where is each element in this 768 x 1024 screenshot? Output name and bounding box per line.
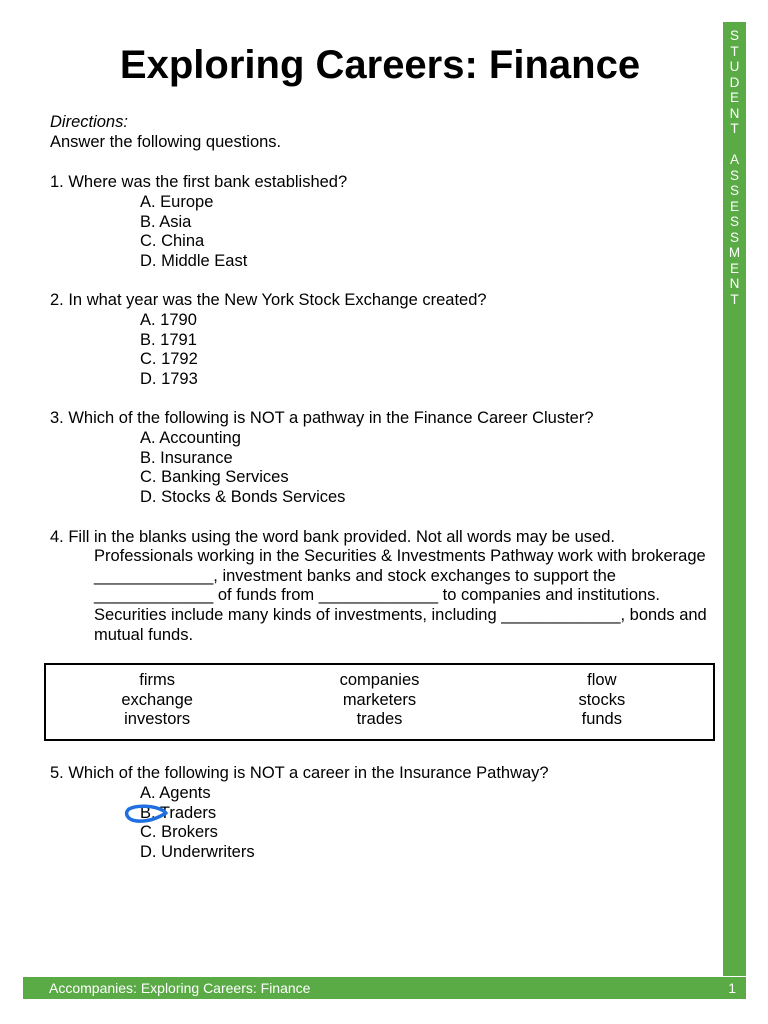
word-bank-item: marketers [342, 690, 417, 709]
question-2-option-d: D. 1793 [140, 370, 198, 389]
footer-bar [23, 977, 746, 999]
page-title: Exploring Careers: Finance [119, 43, 641, 87]
question-1-option-d: D. Middle East [140, 252, 248, 271]
question-3-option-d: D. Stocks & Bonds Services [140, 488, 346, 507]
question-1-options [140, 193, 247, 272]
side-banner [723, 22, 746, 976]
word-bank-item: flow [587, 671, 617, 689]
question-5-option-a: A. Agents [140, 784, 211, 802]
word-bank [44, 663, 715, 741]
word-bank-item: firms [139, 671, 176, 689]
word-bank-item: stocks [578, 690, 626, 709]
word-bank-item: trades [356, 710, 403, 729]
directions-label: Directions: [50, 113, 128, 131]
question-5-option-c: C. Brokers [140, 823, 218, 842]
question-1-prompt: 1. Where was the first bank established? [50, 173, 348, 191]
answer-circle-mark [124, 803, 170, 825]
word-bank-item: exchange [121, 690, 193, 709]
question-2-options [140, 311, 198, 390]
question-2-prompt: 2. In what year was the New York Stock Exchange created? [50, 291, 487, 309]
question-5-option-d: D. Underwriters [140, 843, 255, 862]
question-3-option-a: A. Accounting [140, 429, 241, 447]
question-1-option-c: C. China [140, 232, 205, 251]
question-2-option-c: C. 1792 [140, 350, 198, 369]
question-3-option-c: C. Banking Services [140, 468, 289, 487]
question-3-options [140, 429, 345, 508]
side-banner-label: S T U D E N T A S S E S S M E N T [728, 28, 741, 307]
directions-text: Answer the following questions. [50, 133, 282, 151]
word-bank-item: funds [581, 710, 622, 729]
word-bank-grid [46, 671, 713, 730]
question-2-option-a: A. 1790 [140, 311, 197, 329]
question-4-fill-in-text: Professionals working in the Securities & Investments Pathway work with brokerage _____________, investment banks and stock exchanges to support the _____________ of funds from _____________ to companies and institutions. Securities include many kinds of investments, including _____________, bonds and mutual funds. [94, 547, 707, 644]
page-number: 1 [728, 980, 736, 996]
question-1-option-b: B. Asia [140, 212, 192, 231]
question-5-option-b: B. Traders [140, 803, 217, 822]
footer-text: Accompanies: Exploring Careers: Finance [49, 980, 311, 996]
word-bank-item: companies [339, 671, 420, 689]
question-3-prompt: 3. Which of the following is NOT a pathway in the Finance Career Cluster? [50, 409, 594, 427]
word-bank-item: investors [124, 710, 191, 729]
question-4-prompt: 4. Fill in the blanks using the word bank provided. Not all words may be used. [50, 528, 615, 546]
question-5-prompt: 5. Which of the following is NOT a career in the Insurance Pathway? [50, 764, 549, 782]
question-3-option-b: B. Insurance [140, 448, 233, 467]
question-2-option-b: B. 1791 [140, 330, 197, 349]
question-1-option-a: A. Europe [140, 193, 214, 211]
